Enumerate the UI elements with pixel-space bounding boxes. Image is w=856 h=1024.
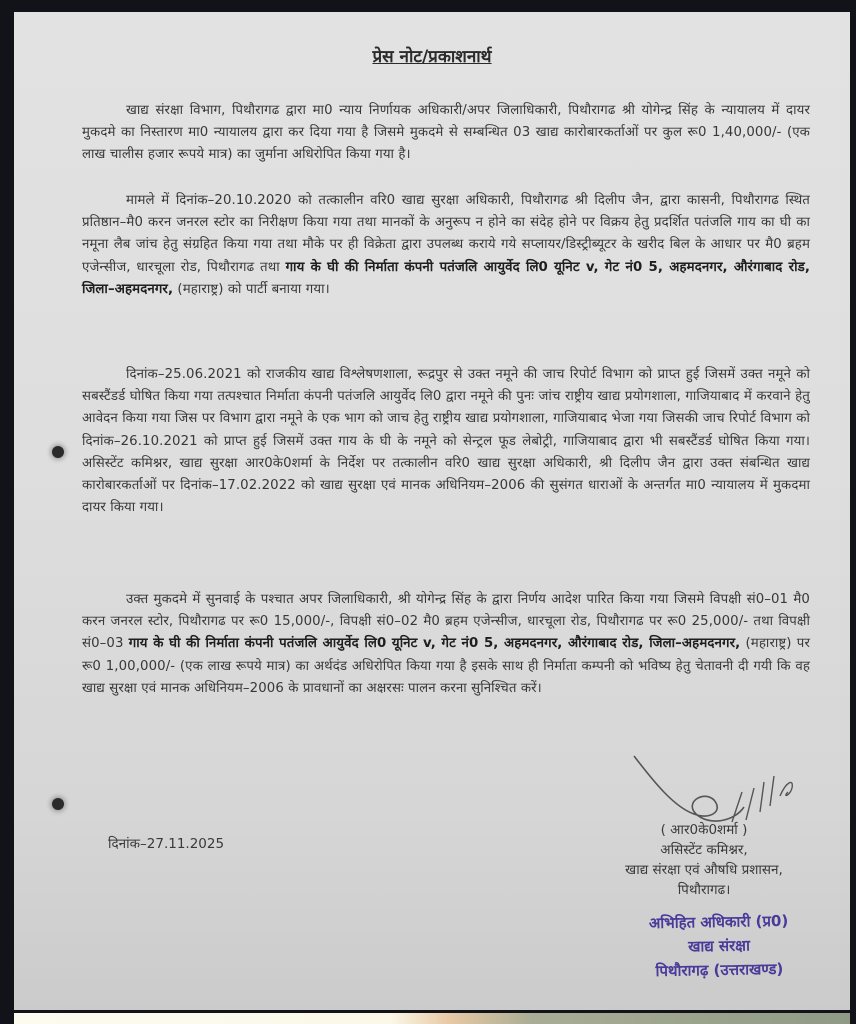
paragraph-1 <box>82 100 810 167</box>
punch-hole-mark <box>52 446 64 458</box>
next-image-preview-strip <box>14 1013 850 1024</box>
paragraph-4 <box>82 589 810 700</box>
signatory-block <box>574 820 834 900</box>
stamp-line-2: खाद्य संरक्षा <box>687 936 751 956</box>
paragraph-3-text: दिनांक–25.06.2021 को राजकीय खाद्य विश्लेषणशाला, रूद्रपुर से उक्त नमूने की जाच रिपोर्ट विभाग को प्राप्त हुई जिसमें उक्त नमूने को सबस्टैंडर्ड घोषित किया गया तत्पश्चात निर्माता कंपनी पतंजलि आयुर्वेद लि0 द्वारा नमूने की पुनः जांच राष्ट्रीय खाद्य प्रयोगशाला, गाजियाबाद में करवाने हेतु आवेदन किया गया जिस पर विभाग द्वारा नमूने के एक भाग को जाच हेतु राष्ट्रीय खाद्य प्रयोगशाला, गाजियाबाद भेजा गया जिसकी जाच रिपोर्ट विभाग को दिनांक–26.10.2021 को प्राप्त हुई जिसमें उक्त गाय के घी के नमूने को सेन्ट्रल फूड लेबोट्री, गाजियाबाद द्वारा भी सबस्टैंडर्ड घोषित किया गया। असिस्टेंट कमिश्नर, खाद्य सुरक्षा आर0के0शर्मा के निर्देश पर तत्कालीन वरि0 खाद्य सुरक्षा अधिकारी, श्री दिलीप जैन द्वारा उक्त संबन्धित खाद्य कारोबारकर्ताओं पर दिनांक–17.02.2022 को खाद्य सुरक्षा एवं मानक अधिनियम–2006 की सुसंगत धाराओं के अन्तर्गत मा0 न्यायालय में मुकदमा दायर किया गया। <box>82 367 810 516</box>
paragraph-1-text: खाद्य संरक्षा विभाग, पिथौरागढ द्वारा मा0 न्याय निर्णायक अधिकारी/अपर जिलाधिकारी, पिथौरागढ श्री योगेन्द्र सिंह के न्यायालय में दायर मुकदमे का निस्तारण मा0 न्यायालय द्वारा कर दिया गया है जिसमे मुकदमे से सम्बन्धित 03 खाद्य कारोबारकर्ताओं पर कुल रू0 1,40,000/- (एक लाख चालीस हजार रूपये मात्र) का जुर्माना अधिरोपित किया गया है। <box>82 103 810 163</box>
top-dark-strip <box>0 0 856 12</box>
press-note-document <box>14 12 850 1010</box>
stamp-line-1: अभिहित अधिकारी (प्र0) <box>648 911 789 933</box>
signatory-designation: असिस्टेंट कमिश्नर, <box>660 842 748 858</box>
paragraph-4-text-b: (महाराष्ट्र) पर रू0 1,00,000/- (एक लाख रूपये मात्र) का अर्थदंड अधिरोपित किया गया है इसके साथ ही निर्माता कम्पनी को भविष्य हेतु चेतावनी दी गयी कि वह खाद्य सुरक्षा एवं मानक अधिनियम–2006 के प्रावधानों का अक्षरसः पालन करना सुनिश्चित करें। <box>82 636 810 696</box>
paragraph-2-text-a: मामले में दिनांक–20.10.2020 को तत्कालीन वरि0 खाद्य सुरक्षा अधिकारी, पिथौरागढ श्री दिलीप जैन, द्वारा कासनी, पिथौरागढ स्थित प्रतिष्ठान–मै0 करन जनरल स्टोर का निरीक्षण किया गया तथा मानकों के अनुरूप न होने का संदेह होने पर विक्रय हेतु प्रदर्शित पतंजलि गाय का घी का नमूना लैब जांच हेतु संग्रहित किया गया तथा मौके पर ही विक्रेता द्वारा उपलब्ध कराये गये सप्लायर/डिस्ट्रीब्यूटर के खरीद बिल के आधार पर मै0 ब्रहम एजेन्सीज, धारचूला रोड, पिथौरागढ तथा <box>82 193 810 275</box>
paragraph-4-text-a: उक्त मुकदमे में सुनवाई के पश्चात अपर जिलाधिकारी, श्री योगेन्द्र सिंह के द्वारा निर्णय आदेश पारित किया गया जिसमे विपक्षी सं0–01 मै0 करन जनरल स्टोर, पिथौरागढ पर रू0 15,000/-, विपक्षी सं0–02 मै0 ब्रहम एजेन्सीज, धारचूला रोड, पिथौरागढ पर रू0 25,000/- तथा विपक्षी सं0–03 <box>82 592 810 652</box>
paragraph-4-bold-manufacturer: गाय के घी की निर्माता कंपनी पतंजलि आयुर्वेद लि0 यूनिट v, गेट नं0 5, अहमदनगर, औरंगाबाद रोड, जिला–अहमदनगर, <box>128 636 741 652</box>
stamp-line-3: पिथौरागढ़ (उत्तराखण्ड) <box>655 959 784 981</box>
paragraph-2 <box>82 190 810 301</box>
document-title: प्रेस नोट/प्रकाशनार्थ <box>372 47 492 67</box>
paragraph-2-bold-manufacturer: गाय के घी की निर्माता कंपनी पतंजलि आयुर्वेद लि0 यूनिट v, गेट नं0 5, अहमदनगर, औरंगाबाद रोड, जिला–अहमदनगर, <box>82 259 810 297</box>
official-stamp <box>613 908 824 984</box>
paragraph-3 <box>82 364 810 519</box>
document-date: दिनांक–27.11.2025 <box>108 836 225 852</box>
punch-hole-mark <box>52 798 64 810</box>
signatory-name: ( आर0के0शर्मा ) <box>660 822 748 838</box>
paragraph-2-text-b: (महाराष्ट्र) को पार्टी बनाया गया। <box>173 281 330 297</box>
signatory-department: खाद्य संरक्षा एवं औषधि प्रशासन, <box>625 862 783 878</box>
signatory-location: पिथौरागढ। <box>677 882 731 898</box>
